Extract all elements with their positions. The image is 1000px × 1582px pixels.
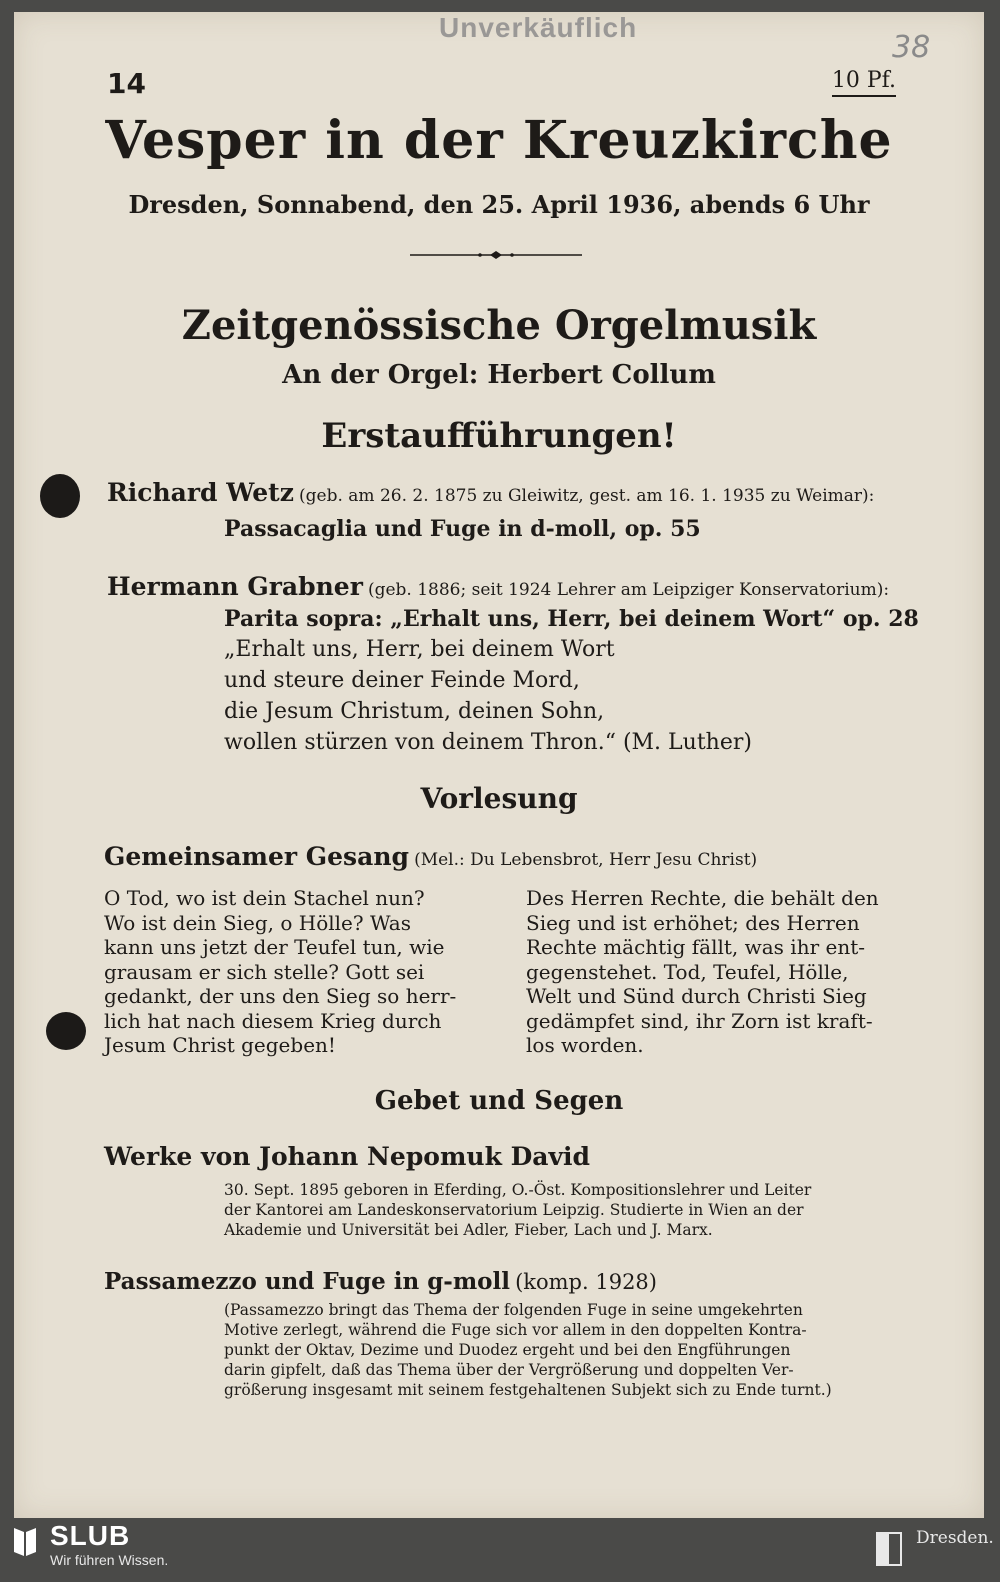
note-line: (Passamezzo bringt das Thema der folgenden Fuge in seine umgekehrten [224,1301,803,1319]
divider-ornament [410,250,582,260]
organist-line: An der Orgel: Herbert Collum [282,360,716,390]
verse-line: los worden. [526,1033,644,1057]
program-number: 14 [107,67,146,100]
punch-hole-bottom [46,1012,86,1050]
song-verse-left [104,886,466,1058]
composer-name: Hermann Grabner [107,572,363,601]
slub-brand[interactable]: SLUB [50,1520,131,1551]
note-line: darin gipfelt, daß das Thema über der Vergrößerung und doppelten Ver- [224,1361,794,1379]
price-label: 10 Pf. [832,68,896,97]
verse-line: Des Herren Rechte, die behält den [526,886,879,910]
program-sheet [14,12,984,1518]
quote-line: die Jesum Christum, deinen Sohn, [224,699,605,724]
work-title: Passacaglia und Fuge in d-moll, op. 55 [224,516,701,542]
verse-line: Welt und Sünd durch Christi Sieg [526,984,867,1008]
verse-line: Wo ist dein Sieg, o Hölle? Was [104,910,411,935]
david-works-heading: Werke von Johann Nepomuk David [104,1142,591,1171]
verse-line: grausam er sich stelle? Gott sei [104,959,425,984]
dresden-logo-text[interactable]: Dresden. [916,1528,994,1548]
verse-line: gegenstehet. Tod, Teufel, Hölle, [526,959,849,984]
slub-tagline: Wir führen Wissen. [50,1552,169,1568]
book-icon [12,1524,38,1558]
bio-line: Akademie und Universität bei Adler, Fieber, Lach und J. Marx. [224,1221,713,1239]
note-line: Motive zerlegt, während die Fuge sich vor allem in den doppelten Kontra- [224,1321,807,1339]
verse-line: Sieg und ist erhöhet; des Herren [526,910,860,935]
note-line: punkt der Oktav, Dezime und Duodez ergeht und bei den Engführungen [224,1341,791,1359]
composer-meta: (geb. am 26. 2. 1875 zu Gleiwitz, gest. am 16. 1. 1935 zu Weimar): [299,486,875,506]
quote-line: wollen stürzen von deinem Thron.“ (M. Luther) [224,730,752,755]
page-title: Vesper in der Kreuzkirche [105,110,893,171]
punch-hole-top [40,474,80,518]
prayer-heading: Gebet und Segen [374,1086,624,1116]
piece-wetz [107,478,907,507]
section-heading: Zeitgenössische Orgelmusik [181,302,817,349]
dresden-crest-icon[interactable] [876,1532,902,1566]
verse-line: O Tod, wo ist dein Stachel nun? [104,886,425,910]
song-verse-right [526,886,888,1058]
event-date-line: Dresden, Sonnabend, den 25. April 1936, abends 6 Uhr [128,190,870,219]
verse-line: lich hat nach diesem Krieg durch [104,1008,442,1033]
luther-quote [224,634,904,758]
verse-line: Jesum Christ gegeben! [104,1033,336,1057]
piece-grabner [107,572,907,601]
song-title: Gemeinsamer Gesang [104,842,409,871]
quote-line: und steure deiner Feinde Mord, [224,668,580,693]
premiere-heading: Erstaufführungen! [321,416,677,456]
verse-line: gedankt, der uns den Sieg so herr- [104,984,457,1008]
verse-line: Rechte mächtig fällt, was ihr ent- [526,935,866,959]
david-work [104,1268,904,1295]
david-work-notes [224,1300,888,1400]
work-title: Passamezzo und Fuge in g-moll [104,1268,510,1295]
song-heading [104,842,904,871]
viewer-footer [0,1518,1000,1582]
verse-line: gedämpfet sind, ihr Zorn ist kraft- [526,1008,873,1033]
work-title: Parita sopra: „Erhalt uns, Herr, bei deinem Wort“ op. 28 [224,606,919,632]
unverkaeuflich-stamp: Unverkäuflich [439,12,638,43]
note-line: größerung insgesamt mit seinem festgehaltenen Subjekt sich zu Ende turnt.) [224,1381,832,1399]
reading-heading: Vorlesung [420,782,578,815]
work-year: (komp. 1928) [515,1270,657,1294]
bio-line: 30. Sept. 1895 geboren in Eferding, O.-Öst. Kompositionslehrer und Leiter [224,1181,812,1199]
verse-line: kann uns jetzt der Teufel tun, wie [104,935,445,959]
bio-line: der Kantorei am Landeskonservatorium Leipzig. Studierte in Wien an der [224,1201,804,1219]
david-bio [224,1180,888,1240]
handwritten-number: 38 [892,30,931,65]
composer-meta: (geb. 1886; seit 1924 Lehrer am Leipziger Konservatorium): [367,580,890,600]
quote-line: „Erhalt uns, Herr, bei deinem Wort [224,637,615,662]
composer-name: Richard Wetz [107,478,294,507]
song-melody: (Mel.: Du Lebensbrot, Herr Jesu Christ) [414,850,758,870]
